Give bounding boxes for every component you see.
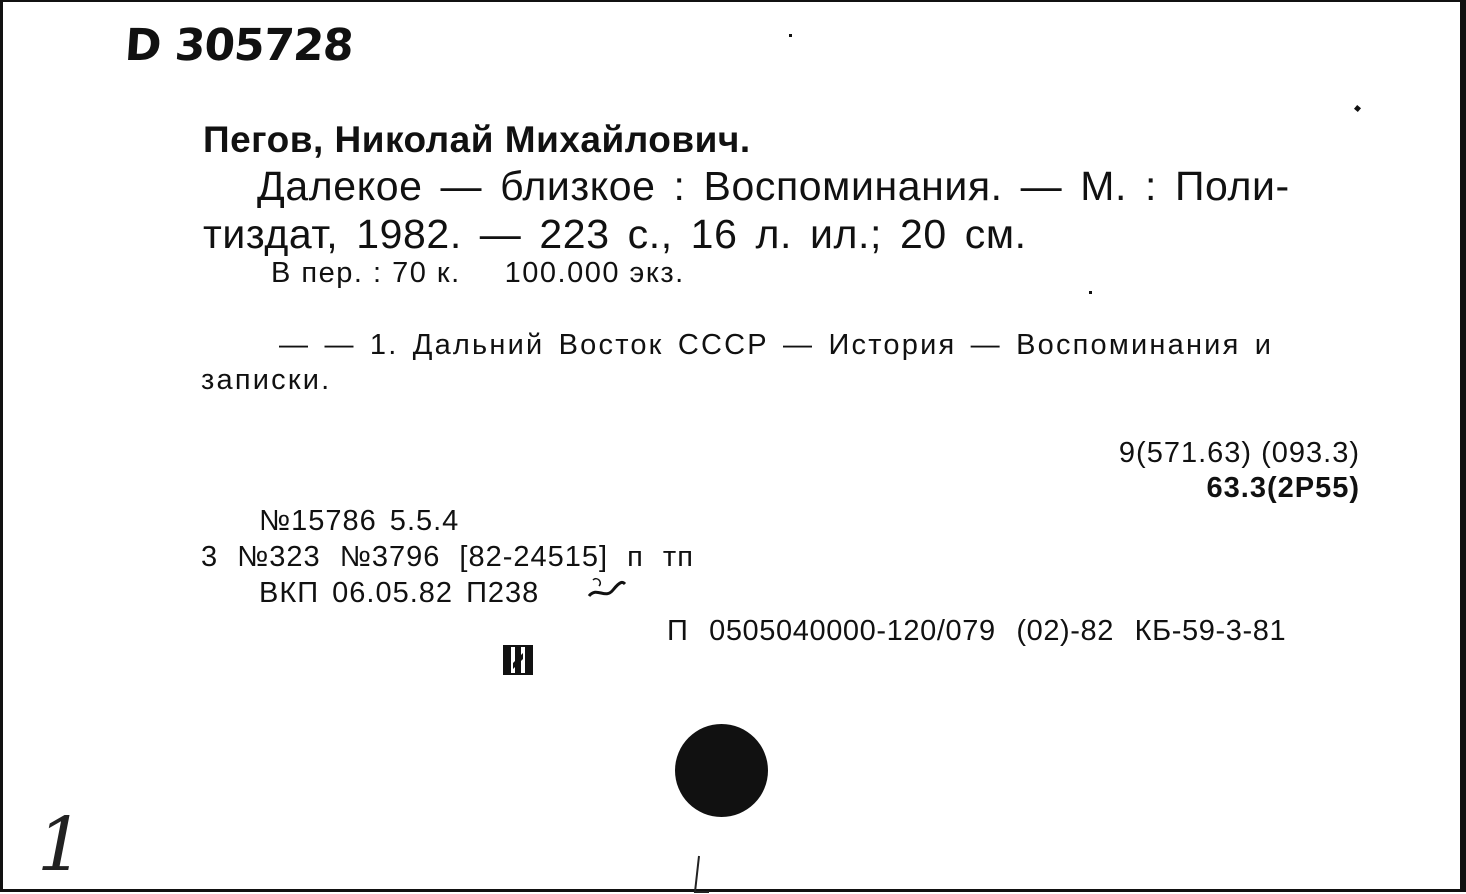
register-line-1: №15786 5.5.4: [259, 505, 460, 537]
subject-heading-line-2: записки.: [201, 364, 332, 396]
subject-heading-line-1: — — 1. Дальний Восток СССР — История — Воспоминания и: [279, 329, 1274, 361]
register-line-3: ВКП 06.05.82 П238: [259, 577, 540, 609]
publisher-code: П 0505040000-120/079 (02)-82 КБ-59-3-81: [667, 615, 1287, 647]
pencil-stroke: [685, 854, 713, 894]
punch-hole: [675, 724, 768, 817]
ink-speck: [1089, 291, 1092, 294]
svg-text:1: 1: [37, 802, 85, 888]
udc-index: 9(571.63) (093.3): [1118, 437, 1360, 469]
author-name: Пегов, Николай Михайлович.: [203, 119, 751, 160]
inventory-number: D 305728: [123, 20, 355, 71]
register-line-2: 3 №323 №3796 [82-24515] п тп: [201, 541, 694, 573]
title-line-1: Далекое — близкое : Воспоминания. — М. : Поли-: [257, 163, 1290, 209]
ink-speck: [789, 34, 792, 37]
handwritten-number: [33, 802, 85, 888]
price-line: [271, 259, 685, 288]
print-run: 100.000 экз.: [504, 257, 685, 289]
title-line-2: тиздат, 1982. — 223 с., 16 л. ил.; 20 см.: [203, 211, 1027, 257]
printer-mark-icon: [501, 643, 535, 677]
bbk-index: 63.3(2Р55): [1206, 472, 1360, 504]
ink-speck: [1354, 105, 1361, 112]
ink-squiggle-mark: [587, 574, 627, 604]
price: В пер. : 70 к.: [271, 257, 461, 289]
